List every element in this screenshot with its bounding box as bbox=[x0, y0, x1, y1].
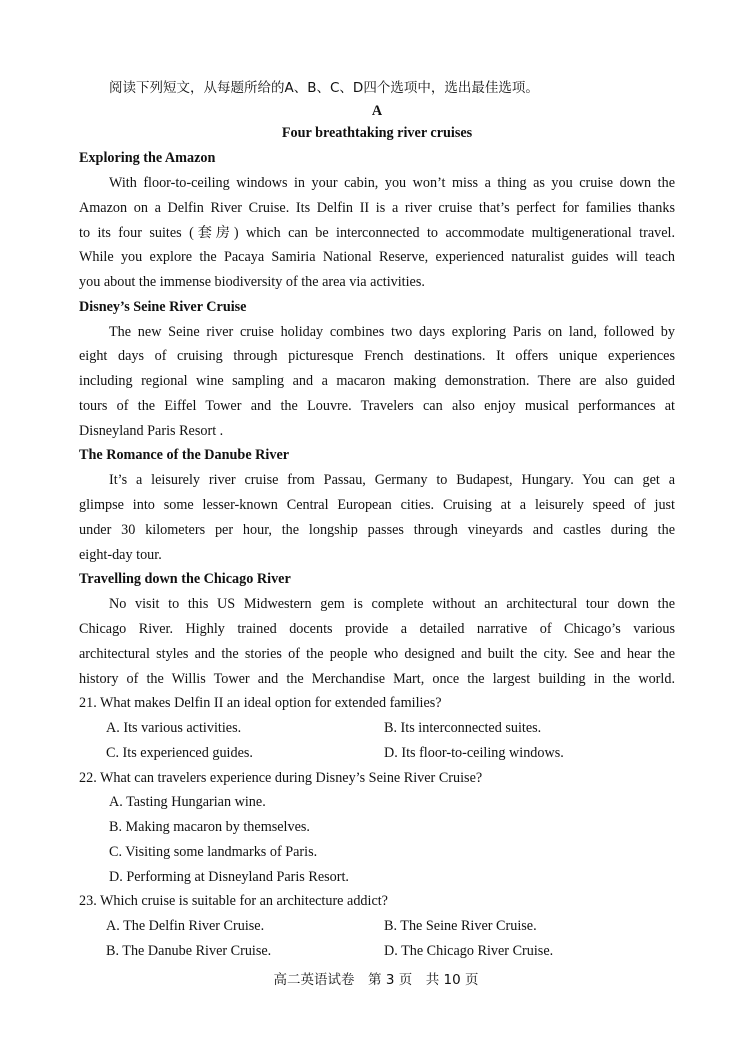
paragraph-line: No visit to this US Midwestern gem is complete without an architectural tour down the bbox=[109, 596, 675, 612]
answer-option: D. Performing at Disneyland Paris Resort. bbox=[109, 869, 349, 885]
section-heading: Disney’s Seine River Cruise bbox=[79, 299, 247, 315]
section-heading: Travelling down the Chicago River bbox=[79, 571, 291, 587]
question-stem: 22. What can travelers experience during Disney’s Seine River Cruise? bbox=[79, 770, 483, 786]
answer-option: A. The Delfin River Cruise. bbox=[106, 918, 265, 934]
answer-option: B. The Seine River Cruise. bbox=[384, 918, 537, 934]
paragraph-line: to its four suites (套房) which can be interconnected to accommodate multigenerational travel. bbox=[79, 225, 675, 241]
answer-option: D. The Chicago River Cruise. bbox=[384, 943, 554, 959]
answer-option: C. Visiting some landmarks of Paris. bbox=[109, 844, 318, 860]
paragraph-line: The new Seine river cruise holiday combines two days exploring Paris on land, followed by bbox=[109, 324, 675, 340]
paragraph-line: tours of the Eiffel Tower and the Louvre. Travelers can also enjoy musical performances at bbox=[79, 398, 675, 414]
section-heading: Exploring the Amazon bbox=[79, 150, 216, 166]
answer-option: B. Making macaron by themselves. bbox=[109, 819, 310, 835]
section-heading: The Romance of the Danube River bbox=[79, 447, 290, 463]
answer-option: B. The Danube River Cruise. bbox=[106, 943, 272, 959]
page-footer: 高二英语试卷 第 3 页 共 10 页 bbox=[273, 972, 479, 988]
paragraph-line: glimpse into some lesser-known Central European cities. Cruising at a leisurely speed of just bbox=[79, 497, 675, 513]
answer-option: C. Its experienced guides. bbox=[106, 745, 253, 761]
answer-option: A. Its various activities. bbox=[106, 720, 242, 736]
instruction: 阅读下列短文，从每题所给的A、B、C、D四个选项中，选出最佳选项。 bbox=[109, 80, 539, 96]
paragraph-line: Amazon on a Delfin River Cruise. Its Delfin II is a river cruise that’s perfect for families thanks bbox=[79, 200, 675, 216]
answer-option: D. Its floor-to-ceiling windows. bbox=[384, 745, 564, 761]
paragraph-line: architectural styles and the stories of the people who designed and built the city. See and hear the bbox=[79, 646, 675, 662]
paragraph-line: you about the immense biodiversity of the area via activities. bbox=[79, 274, 425, 290]
paragraph-line: It’s a leisurely river cruise from Passau, Germany to Budapest, Hungary. You can get a bbox=[109, 472, 675, 488]
answer-option: B. Its interconnected suites. bbox=[384, 720, 542, 736]
passage-title: Four breathtaking river cruises bbox=[281, 125, 473, 141]
section-letter: A bbox=[371, 103, 383, 119]
paragraph-line: eight days of cruising through picturesque French destinations. It offers unique experiences bbox=[79, 348, 675, 364]
paragraph-line: history of the Willis Tower and the Merchandise Mart, once the largest building in the world. bbox=[79, 671, 675, 687]
paragraph-line: under 30 kilometers per hour, the longship passes through vineyards and castles during the bbox=[79, 522, 675, 538]
paragraph-line: including regional wine sampling and a macaron making demonstration. There are also guided bbox=[79, 373, 675, 389]
paragraph-line: Chicago River. Highly trained docents provide a detailed narrative of Chicago’s various bbox=[79, 621, 675, 637]
paragraph-line: Disneyland Paris Resort . bbox=[79, 423, 224, 439]
paragraph-line: eight-day tour. bbox=[79, 547, 162, 563]
question-stem: 23. Which cruise is suitable for an architecture addict? bbox=[79, 893, 388, 909]
question-stem: 21. What makes Delfin II an ideal option for extended families? bbox=[79, 695, 442, 711]
paragraph-line: While you explore the Pacaya Samiria National Reserve, experienced naturalist guides will teach bbox=[79, 249, 675, 265]
answer-option: A. Tasting Hungarian wine. bbox=[109, 794, 266, 810]
paragraph-line: With floor-to-ceiling windows in your cabin, you won’t miss a thing as you cruise down the bbox=[109, 175, 675, 191]
